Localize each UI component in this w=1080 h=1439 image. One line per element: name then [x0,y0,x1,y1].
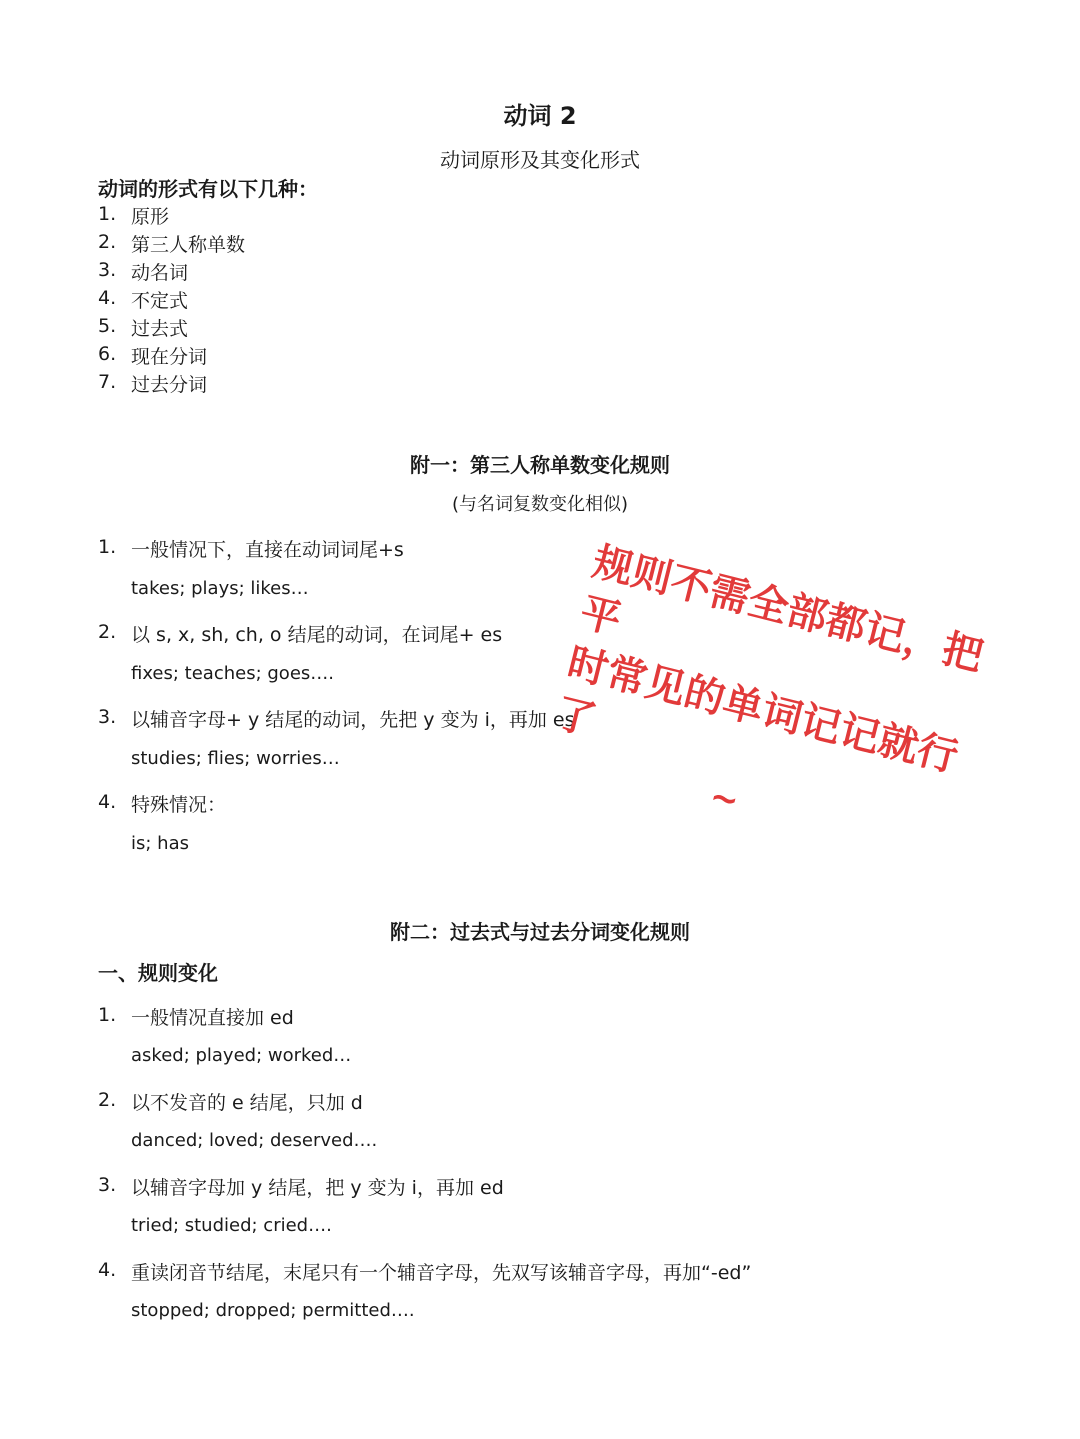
rule-text: 以 s, x, sh, ch, o 结尾的动词，在词尾+ es [131,624,503,646]
appendix1-note: (与名词复数变化相似) [451,494,629,515]
rule-number: 4. [98,791,117,813]
form-number: 4. [98,287,117,309]
rule-text: 一般情况下，直接在动词词尾+s [131,539,404,561]
page-subtitle: 动词原形及其变化形式 [440,148,640,172]
rule-example: danced; loved; deserved…. [131,1130,378,1151]
form-number: 7. [98,371,117,393]
rule-example: stopped; dropped; permitted…. [131,1300,415,1321]
note-line: 时常见的单词记记就行了 [550,639,963,782]
rule-text: 一般情况直接加 ed [131,1007,294,1029]
rule-text: 重读闭音节结尾，末尾只有一个辅音字母，先双写该辅音字母，再加“-ed” [131,1262,752,1284]
note-tilde: ~ [705,776,744,822]
page-title: 动词 2 [503,102,577,130]
rule-number: 2. [98,1089,117,1111]
form-text: 不定式 [131,290,189,312]
rule-text: 以辅音字母加 y 结尾，把 y 变为 i，再加 ed [131,1177,504,1199]
rule-example: takes; plays; likes… [131,578,309,599]
rule-example: asked; played; worked… [131,1045,352,1066]
rule-text: 以不发音的 e 结尾，只加 d [131,1092,363,1114]
form-number: 6. [98,343,117,365]
rule-number: 1. [98,536,117,558]
rule-number: 4. [98,1259,117,1281]
rule-example: fixes; teaches; goes…. [131,663,334,684]
form-number: 5. [98,315,117,337]
handwritten-note [541,536,1017,875]
form-text: 现在分词 [131,346,208,368]
form-text: 动名词 [131,262,189,284]
rule-text: 以辅音字母+ y 结尾的动词，先把 y 变为 i，再加 es [131,709,575,731]
rule-example: studies; flies; worries… [131,748,340,769]
section-label: 一、规则变化 [98,961,218,985]
form-number: 1. [98,203,117,225]
form-text: 过去分词 [131,374,208,396]
rule-number: 1. [98,1004,117,1026]
rule-example: is; has [131,833,189,854]
rule-number: 2. [98,621,117,643]
appendix1-heading: 附一：第三人称单数变化规则 [410,453,670,477]
rule-number: 3. [98,1174,117,1196]
form-number: 3. [98,259,117,281]
rule-example: tried; studied; cried…. [131,1215,332,1236]
rule-text: 特殊情况： [131,794,227,816]
form-number: 2. [98,231,117,253]
appendix2-heading: 附二：过去式与过去分词变化规则 [390,920,690,944]
form-text: 第三人称单数 [131,234,246,256]
form-text: 过去式 [131,318,189,340]
rule-number: 3. [98,706,117,728]
form-text: 原形 [131,206,170,228]
forms-intro: 动词的形式有以下几种： [98,177,318,201]
note-line: 规则不需全部都记，把平 [575,538,988,681]
